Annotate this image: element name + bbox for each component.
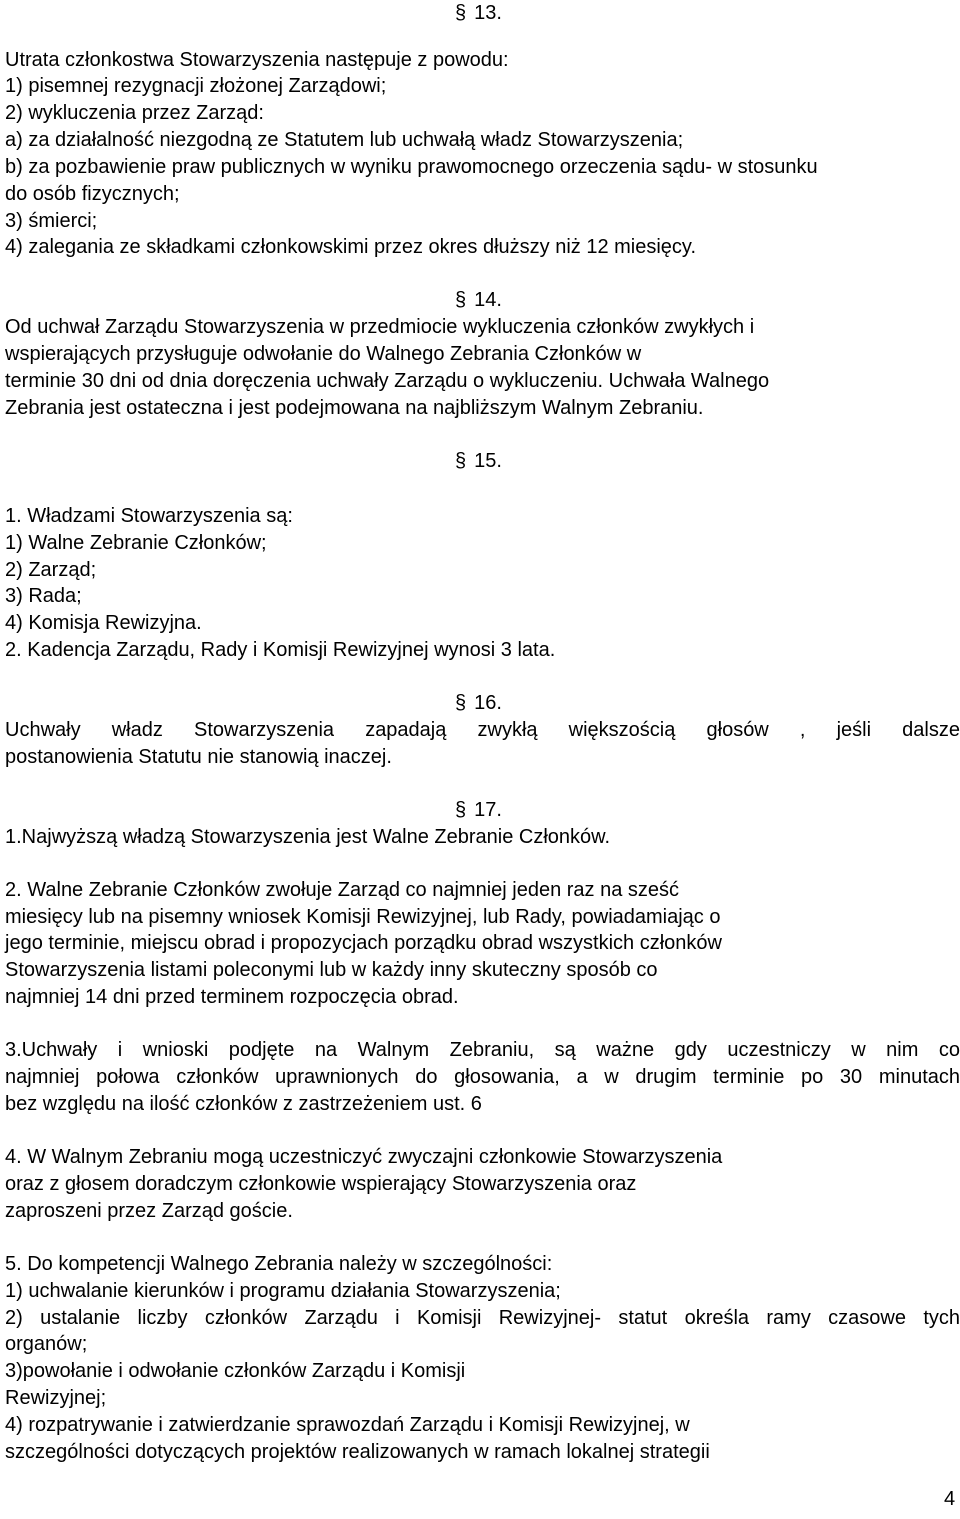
paragraph-line: 1) pisemnej rezygnacji złożonej Zarządowi; xyxy=(5,75,387,97)
section-heading-13 xyxy=(455,0,502,26)
paragraph-line: najmniej połowa członków uprawnionych do głosowania, a w drugim terminie po 30 minutach xyxy=(5,1066,960,1088)
paragraph-line: 4. W Walnym Zebraniu mogą uczestniczyć zwyczajni członkowie Stowarzyszenia xyxy=(5,1146,723,1168)
section-symbol: § xyxy=(455,289,467,311)
paragraph-line: Zebrania jest ostateczna i jest podejmowana na najbliższym Walnym Zebraniu. xyxy=(5,397,704,419)
paragraph-line: 2) ustalanie liczby członków Zarządu i Komisji Rewizyjnej- statut określa ramy czasowe tych xyxy=(5,1307,960,1329)
section-number: 13. xyxy=(474,2,502,24)
paragraph-line: 1.Najwyższą władzą Stowarzyszenia jest Walne Zebranie Członków. xyxy=(5,826,611,848)
paragraph-line: 1. Władzami Stowarzyszenia są: xyxy=(5,505,293,527)
paragraph-line: 3)powołanie i odwołanie członków Zarządu i Komisji xyxy=(5,1360,466,1382)
section-heading-14 xyxy=(455,287,502,313)
paragraph-line: zaproszeni przez Zarząd goście. xyxy=(5,1200,293,1222)
paragraph-line: szczególności dotyczących projektów realizowanych w ramach lokalnej strategii xyxy=(5,1441,710,1463)
section-number: 16. xyxy=(474,692,502,714)
paragraph-line: Utrata członkostwa Stowarzyszenia następuje z powodu: xyxy=(5,49,509,71)
section-number: 17. xyxy=(474,799,502,821)
paragraph-line: oraz z głosem doradczym członkowie wspierający Stowarzyszenia oraz xyxy=(5,1173,637,1195)
paragraph-line: 1) uchwalanie kierunków i programu działania Stowarzyszenia; xyxy=(5,1280,561,1302)
paragraph-line: 3.Uchwały i wnioski podjęte na Walnym Zebraniu, są ważne gdy uczestniczy w nim co xyxy=(5,1039,960,1061)
paragraph-line: postanowienia Statutu nie stanowią inaczej. xyxy=(5,746,392,768)
paragraph-line: 2. Walne Zebranie Członków zwołuje Zarząd co najmniej jeden raz na sześć xyxy=(5,879,680,901)
paragraph-line: 2) Zarząd; xyxy=(5,559,97,581)
section-number: 14. xyxy=(474,289,502,311)
paragraph-line: jego terminie, miejscu obrad i propozycjach porządku obrad wszystkich członków xyxy=(5,932,722,954)
paragraph-line: terminie 30 dni od dnia doręczenia uchwały Zarządu o wykluczeniu. Uchwała Walnego xyxy=(5,370,770,392)
paragraph-line: 4) Komisja Rewizyjna. xyxy=(5,612,202,634)
section-number: 15. xyxy=(474,450,502,472)
paragraph-line: 1) Walne Zebranie Członków; xyxy=(5,532,267,554)
paragraph-line: bez względu na ilość członków z zastrzeżeniem ust. 6 xyxy=(5,1093,482,1115)
paragraph-line: a) za działalność niezgodną ze Statutem lub uchwałą władz Stowarzyszenia; xyxy=(5,129,684,151)
paragraph-line: 4) zalegania ze składkami członkowskimi przez okres dłuższy niż 12 miesięcy. xyxy=(5,236,696,258)
paragraph-line: 2. Kadencja Zarządu, Rady i Komisji Rewizyjnej wynosi 3 lata. xyxy=(5,639,556,661)
paragraph-line: 5. Do kompetencji Walnego Zebrania należy w szczególności: xyxy=(5,1253,553,1275)
page-number: 4 xyxy=(944,1488,956,1510)
paragraph-line: Rewizyjnej; xyxy=(5,1387,107,1409)
paragraph-line: 2) wykluczenia przez Zarząd: xyxy=(5,102,264,124)
paragraph-line: Od uchwał Zarządu Stowarzyszenia w przedmiocie wykluczenia członków zwykłych i xyxy=(5,316,755,338)
section-heading-17 xyxy=(455,797,502,823)
paragraph-line: Stowarzyszenia listami poleconymi lub w każdy inny skuteczny sposób co xyxy=(5,959,658,981)
paragraph-line: 3) Rada; xyxy=(5,585,82,607)
section-symbol: § xyxy=(455,2,467,24)
paragraph-line: do osób fizycznych; xyxy=(5,183,180,205)
paragraph-line: najmniej 14 dni przed terminem rozpoczęcia obrad. xyxy=(5,986,459,1008)
paragraph-line: wspierających przysługuje odwołanie do Walnego Zebrania Członków w xyxy=(5,343,642,365)
section-heading-16 xyxy=(455,690,502,716)
section-symbol: § xyxy=(455,450,467,472)
paragraph-line: miesięcy lub na pisemny wniosek Komisji Rewizyjnej, lub Rady, powiadamiając o xyxy=(5,906,721,928)
section-symbol: § xyxy=(455,799,467,821)
paragraph-line: 3) śmierci; xyxy=(5,210,98,232)
paragraph-line: 4) rozpatrywanie i zatwierdzanie sprawozdań Zarządu i Komisji Rewizyjnej, w xyxy=(5,1414,690,1436)
section-symbol: § xyxy=(455,692,467,714)
paragraph-line: b) za pozbawienie praw publicznych w wyniku prawomocnego orzeczenia sądu- w stosunku xyxy=(5,156,818,178)
section-heading-15 xyxy=(455,448,502,474)
paragraph-line: Uchwały władz Stowarzyszenia zapadają zwykłą większością głosów , jeśli dalsze xyxy=(5,719,960,741)
paragraph-line: organów; xyxy=(5,1333,88,1355)
